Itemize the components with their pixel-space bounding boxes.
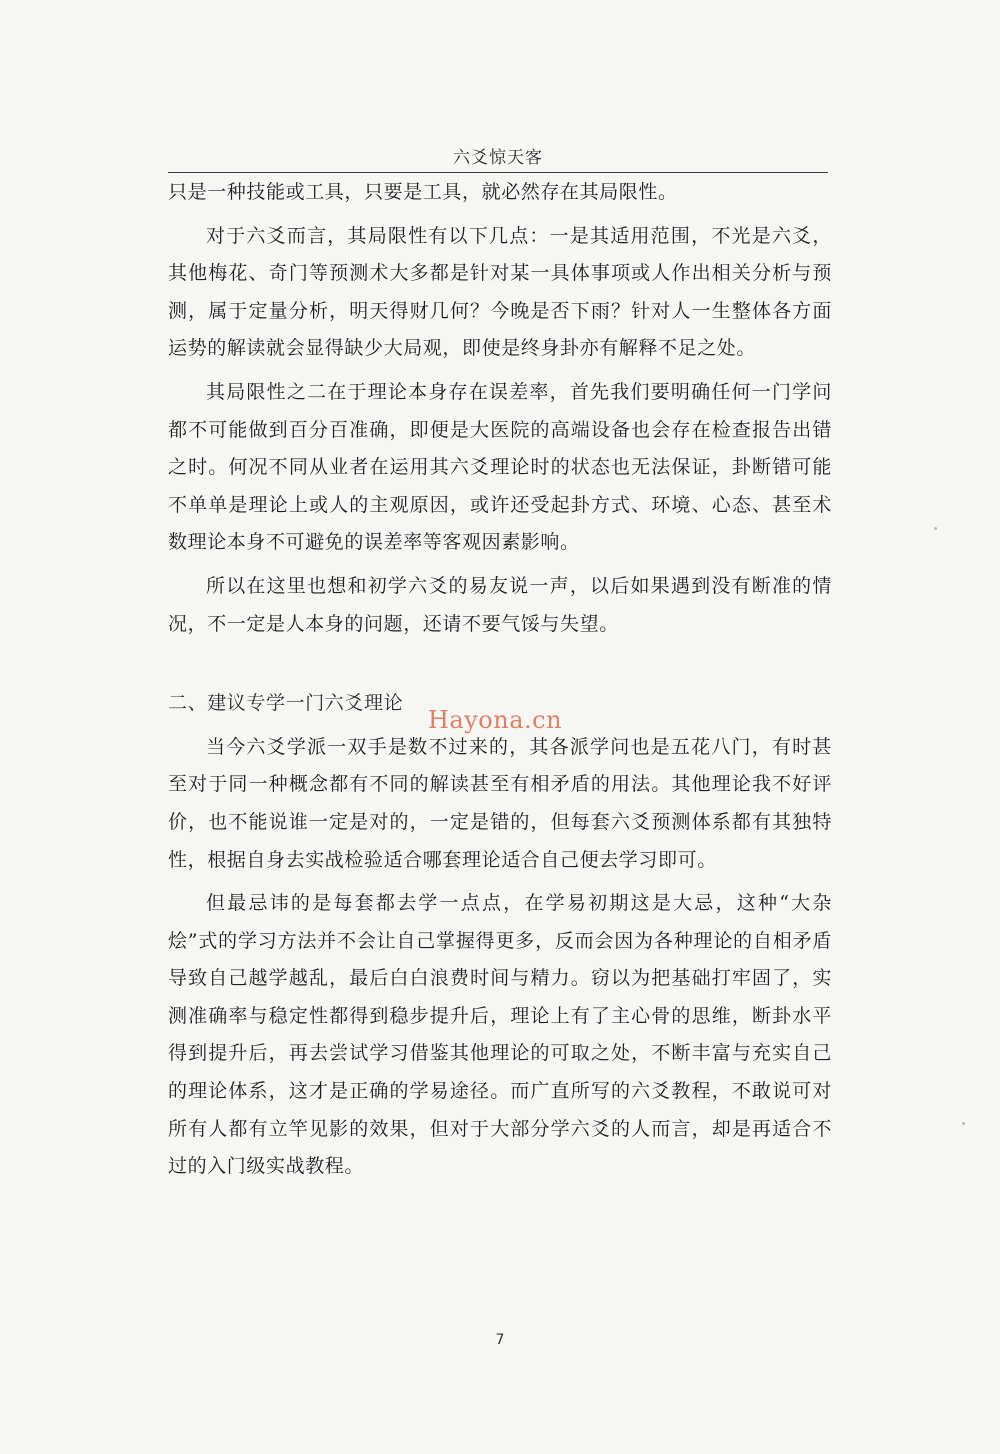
watermark-text: Hayona.cn: [428, 706, 563, 734]
header-rule: [168, 172, 828, 173]
running-header-title: 六爻惊天客: [453, 148, 543, 168]
scan-speck: [962, 1122, 965, 1125]
body-text: [168, 174, 832, 1186]
paragraph-advice: 所以在这里也想和初学六爻的易友说一声，以后如果遇到没有断准的情况，不一定是人本身的问题，还请不要气馁与失望。: [168, 574, 832, 635]
scan-speck: [934, 527, 937, 530]
paragraph-continuation: 只是一种技能或工具，只要是工具，就必然存在其局限性。: [168, 181, 678, 203]
section-heading: 二、建议专学一门六爻理论: [168, 692, 404, 715]
paragraph-limitations-2: 其局限性之二在于理论本身存在误差率，首先我们要明确任何一门学问都不可能做到百分百准确，即便是大医院的高端设备也会存在检查报告出错之时。何况不同从业者在运用其六爻理论时的状态也无法保证，卦断错可能不单单是理论上或人的主观原因，或许还受起卦方式、环境、心态、甚至术数理论本身不可避免的误差率等客观因素影响。: [168, 380, 832, 554]
page-number: 7: [495, 1332, 505, 1348]
paragraph-taboo: 但最忌讳的是每套都去学一点点，在学易初期这是大忌，这种“大杂烩”式的学习方法并不会让自己掌握得更多，反而会因为各种理论的自相矛盾导致自己越学越乱，最后白白浪费时间与精力。窃以为把基础打牢固了，实测准确率与稳定性都得到稳步提升后，理论上有了主心骨的思维，断卦水平得到提升后，再去尝试学习借鉴其他理论的可取之处，不断丰富与充实自己的理论体系，这才是正确的学易途径。而广直所写的六爻教程，不敢说可对所有人都有立竿见影的效果，但对于大部分学六爻的人而言，却是再适合不过的入门级实战教程。: [168, 892, 832, 1178]
paragraph-limitations-1: 对于六爻而言，其局限性有以下几点：一是其适用范围，不光是六爻，其他梅花、奇门等预测术大多都是针对某一具体事项或人作出相关分析与预测，属于定量分析，明天得财几何？今晚是否下雨？针对人一生整体各方面运势的解读就会显得缺少大局观，即使是终身卦亦有解释不足之处。: [168, 224, 832, 360]
paragraph-schools: 当今六爻学派一双手是数不过来的，其各派学问也是五花八门，有时甚至对于同一种概念都有不同的解读甚至有相矛盾的用法。其他理论我不好评价，也不能说谁一定是对的，一定是错的，但每套六爻预测体系都有其独特性，根据自身去实战检验适合哪套理论适合自己便去学习即可。: [168, 735, 832, 871]
